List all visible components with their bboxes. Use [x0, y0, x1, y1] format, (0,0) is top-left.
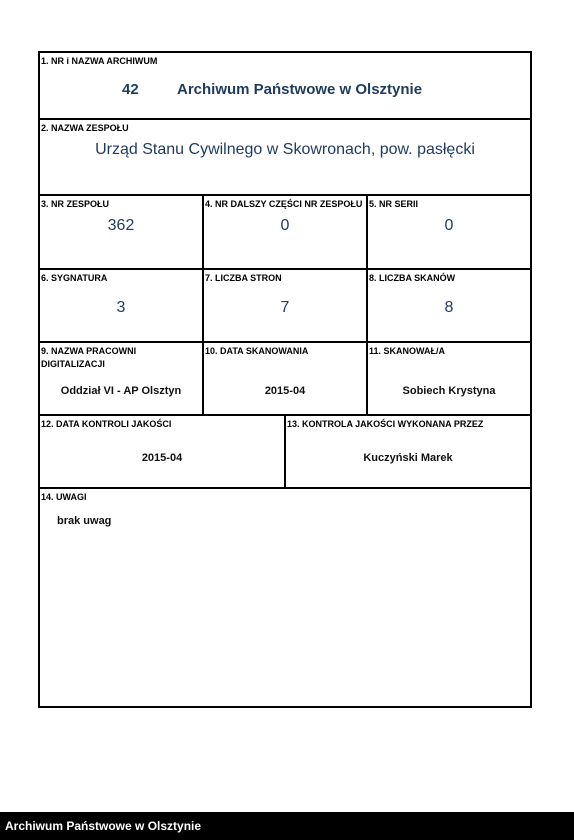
qc-by-cell — [286, 416, 530, 487]
pages-value: 7 — [280, 299, 290, 316]
series-cell — [368, 196, 530, 268]
qc-by-label: 13. KONTROLA JAKOŚCI WYKONANA PRZEZ — [287, 419, 484, 429]
fonds-name-row — [40, 120, 530, 196]
archive-number: 42 — [122, 81, 139, 98]
qc-date-cell — [40, 416, 286, 487]
sub-part-label: 4. NR DALSZY CZĘŚCI NR ZESPOŁU — [205, 199, 363, 209]
series-label: 5. NR SERII — [369, 199, 419, 209]
scan-date-value: 2015-04 — [264, 385, 306, 397]
fonds-number-value: 362 — [107, 217, 135, 234]
qc-date-label: 12. DATA KONTROLI JAKOŚCI — [41, 419, 172, 429]
scanned-by-value: Sobiech Krystyna — [402, 385, 496, 397]
notes-label: 14. UWAGI — [41, 492, 87, 502]
signature-cell — [40, 270, 204, 341]
notes-area — [40, 489, 530, 706]
signature-value: 3 — [116, 299, 126, 316]
fonds-name-label: 2. NAZWA ZESPOŁU — [41, 123, 129, 133]
pages-cell — [204, 270, 368, 341]
scans-value: 8 — [444, 299, 454, 316]
workshop-cell — [40, 343, 204, 414]
scans-cell — [368, 270, 530, 341]
archive-label: 1. NR i NAZWA ARCHIWUM — [41, 56, 158, 66]
scanned-by-label: 11. SKANOWAŁ/A — [369, 346, 446, 356]
sub-part-value: 0 — [280, 217, 290, 234]
notes-value: brak uwag — [57, 515, 112, 527]
fonds-name-value: Urząd Stanu Cywilnego w Skowronach, pow. pasłęcki — [95, 141, 475, 158]
row-3 — [40, 196, 530, 270]
workshop-value: Oddział VI - AP Olsztyn — [60, 385, 182, 397]
archive-row — [40, 53, 530, 120]
sub-part-cell — [204, 196, 368, 268]
scan-date-cell — [204, 343, 368, 414]
archive-name: Archiwum Państwowe w Olsztynie — [177, 81, 423, 98]
series-value: 0 — [444, 217, 454, 234]
scanned-by-cell — [368, 343, 530, 414]
scan-date-label: 10. DATA SKANOWANIA — [205, 346, 309, 356]
fonds-number-label: 3. NR ZESPOŁU — [41, 199, 110, 209]
qc-by-value: Kuczyński Marek — [363, 452, 453, 464]
signature-label: 6. SYGNATURA — [41, 273, 108, 283]
pages-label: 7. LICZBA STRON — [205, 273, 282, 283]
row-4 — [40, 270, 530, 343]
row-5 — [40, 343, 530, 416]
footer-bar — [0, 812, 574, 840]
scans-label: 8. LICZBA SKANÓW — [369, 273, 456, 283]
footer-text: Archiwum Państwowe w Olsztynie — [5, 819, 202, 833]
metadata-card — [38, 51, 532, 708]
fonds-number-cell — [40, 196, 204, 268]
qc-date-value: 2015-04 — [141, 452, 183, 464]
row-6 — [40, 416, 530, 489]
workshop-label: 9. NAZWA PRACOWNI DIGITALIZACJI — [41, 346, 137, 369]
